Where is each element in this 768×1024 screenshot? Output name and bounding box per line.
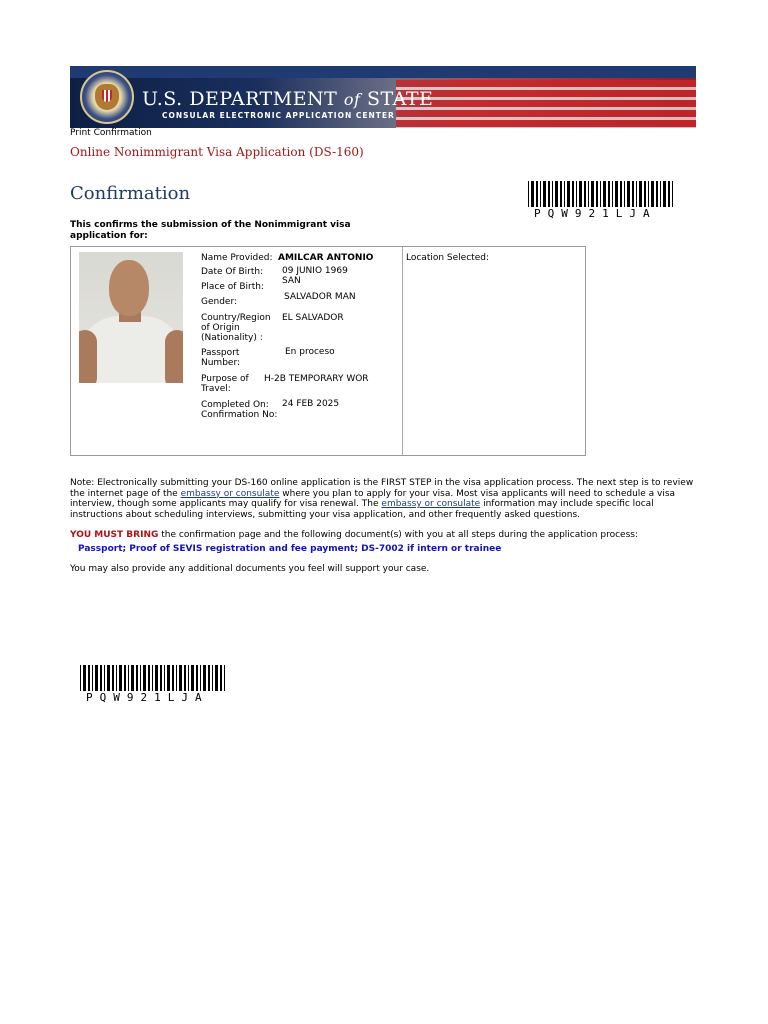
note-paragraph <box>70 478 700 520</box>
application-title: Online Nonimmigrant Visa Application (DS-160) <box>70 145 364 159</box>
must-bring-label: YOU MUST BRING <box>70 530 159 540</box>
purpose-value: H-2B TEMPORARY WOR <box>264 374 369 384</box>
note-text-2: where you plan to apply for your visa. Most visa applicants will need to schedule a visa interview, though some applicants may qualify for visa renewal. The <box>70 488 676 510</box>
confirmation-statement: This confirms the submission of the Nonimmigrant visa application for: <box>70 220 351 241</box>
pob-value-line1: SAN <box>282 276 301 286</box>
purpose-label-2: Travel: <box>201 384 231 394</box>
additional-documents-note: You may also provide any additional documents you feel will support your case. <box>70 564 430 574</box>
agency-of: of <box>343 90 361 109</box>
barcode-gap <box>225 665 227 691</box>
passport-value: En proceso <box>285 347 335 357</box>
pob-label: Place of Birth: <box>201 282 264 292</box>
barcode-bars <box>528 181 675 207</box>
embassy-link-2[interactable]: embassy or consulate <box>381 499 481 510</box>
barcode-text: PQW921LJA <box>534 207 657 220</box>
gender-label: Gender: <box>201 297 238 307</box>
photo-arm-right <box>165 330 183 383</box>
location-label: Location Selected: <box>406 253 489 263</box>
country-value: EL SALVADOR <box>282 313 344 323</box>
photo-head <box>109 260 149 316</box>
dob-label: Date Of Birth: <box>201 267 264 277</box>
embassy-link-1[interactable]: embassy or consulate <box>180 488 280 499</box>
confirmation-no-label: Confirmation No: <box>201 410 278 420</box>
passport-label-2: Number: <box>201 358 241 368</box>
must-bring-text: the confirmation page and the following document(s) with you at all steps during the application process: <box>158 530 638 540</box>
agency-name: U.S. DEPARTMENT <box>142 88 338 110</box>
photo-arm-left <box>79 330 97 383</box>
applicant-photo <box>79 252 183 383</box>
agency-state: STATE <box>367 88 434 110</box>
country-label-3: (Nationality) : <box>201 333 263 343</box>
completed-label: Completed On: <box>201 400 269 410</box>
passport-label-1: Passport <box>201 348 240 358</box>
flag-stripes <box>396 80 696 128</box>
dob-value: 09 JUNIO 1969 <box>282 266 348 276</box>
country-label-2: of Origin <box>201 323 240 333</box>
center-name: CONSULAR ELECTRONIC APPLICATION CENTER <box>162 111 395 120</box>
agency-title <box>142 88 433 110</box>
name-value: AMILCAR ANTONIO <box>278 253 374 263</box>
purpose-label-1: Purpose of <box>201 374 249 384</box>
pob-value-line2: SALVADOR MAN <box>284 292 356 302</box>
confirmation-heading: Confirmation <box>70 183 191 204</box>
note-text-1: Note: Electronically submitting your DS-160 online application is the FIRST STEP in the visa application process. The next step is to review the internet page of the <box>70 478 694 499</box>
department-of-state-banner <box>70 66 696 128</box>
print-confirmation-label: Print Confirmation <box>70 128 152 138</box>
applicant-info-box <box>70 246 586 456</box>
banner-top-stripe <box>70 66 696 78</box>
must-bring-line <box>70 530 700 540</box>
barcode-gap <box>673 181 675 207</box>
barcode-bars <box>80 665 227 691</box>
barcode-top <box>528 181 675 220</box>
note-text-3: information may include specific local instructions about scheduling interviews, submitting your visa application, and other frequently asked questions. <box>70 499 654 520</box>
name-label: Name Provided: <box>201 253 273 263</box>
info-box-divider <box>402 247 403 455</box>
state-department-seal-icon <box>80 70 134 124</box>
barcode-bottom <box>80 665 227 704</box>
required-documents: Passport; Proof of SEVIS registration and fee payment; DS-7002 if intern or trainee <box>78 544 502 554</box>
barcode-text: PQW921LJA <box>86 691 209 704</box>
country-label-1: Country/Region <box>201 313 271 323</box>
completed-value: 24 FEB 2025 <box>282 399 340 409</box>
shield-icon <box>102 90 112 102</box>
